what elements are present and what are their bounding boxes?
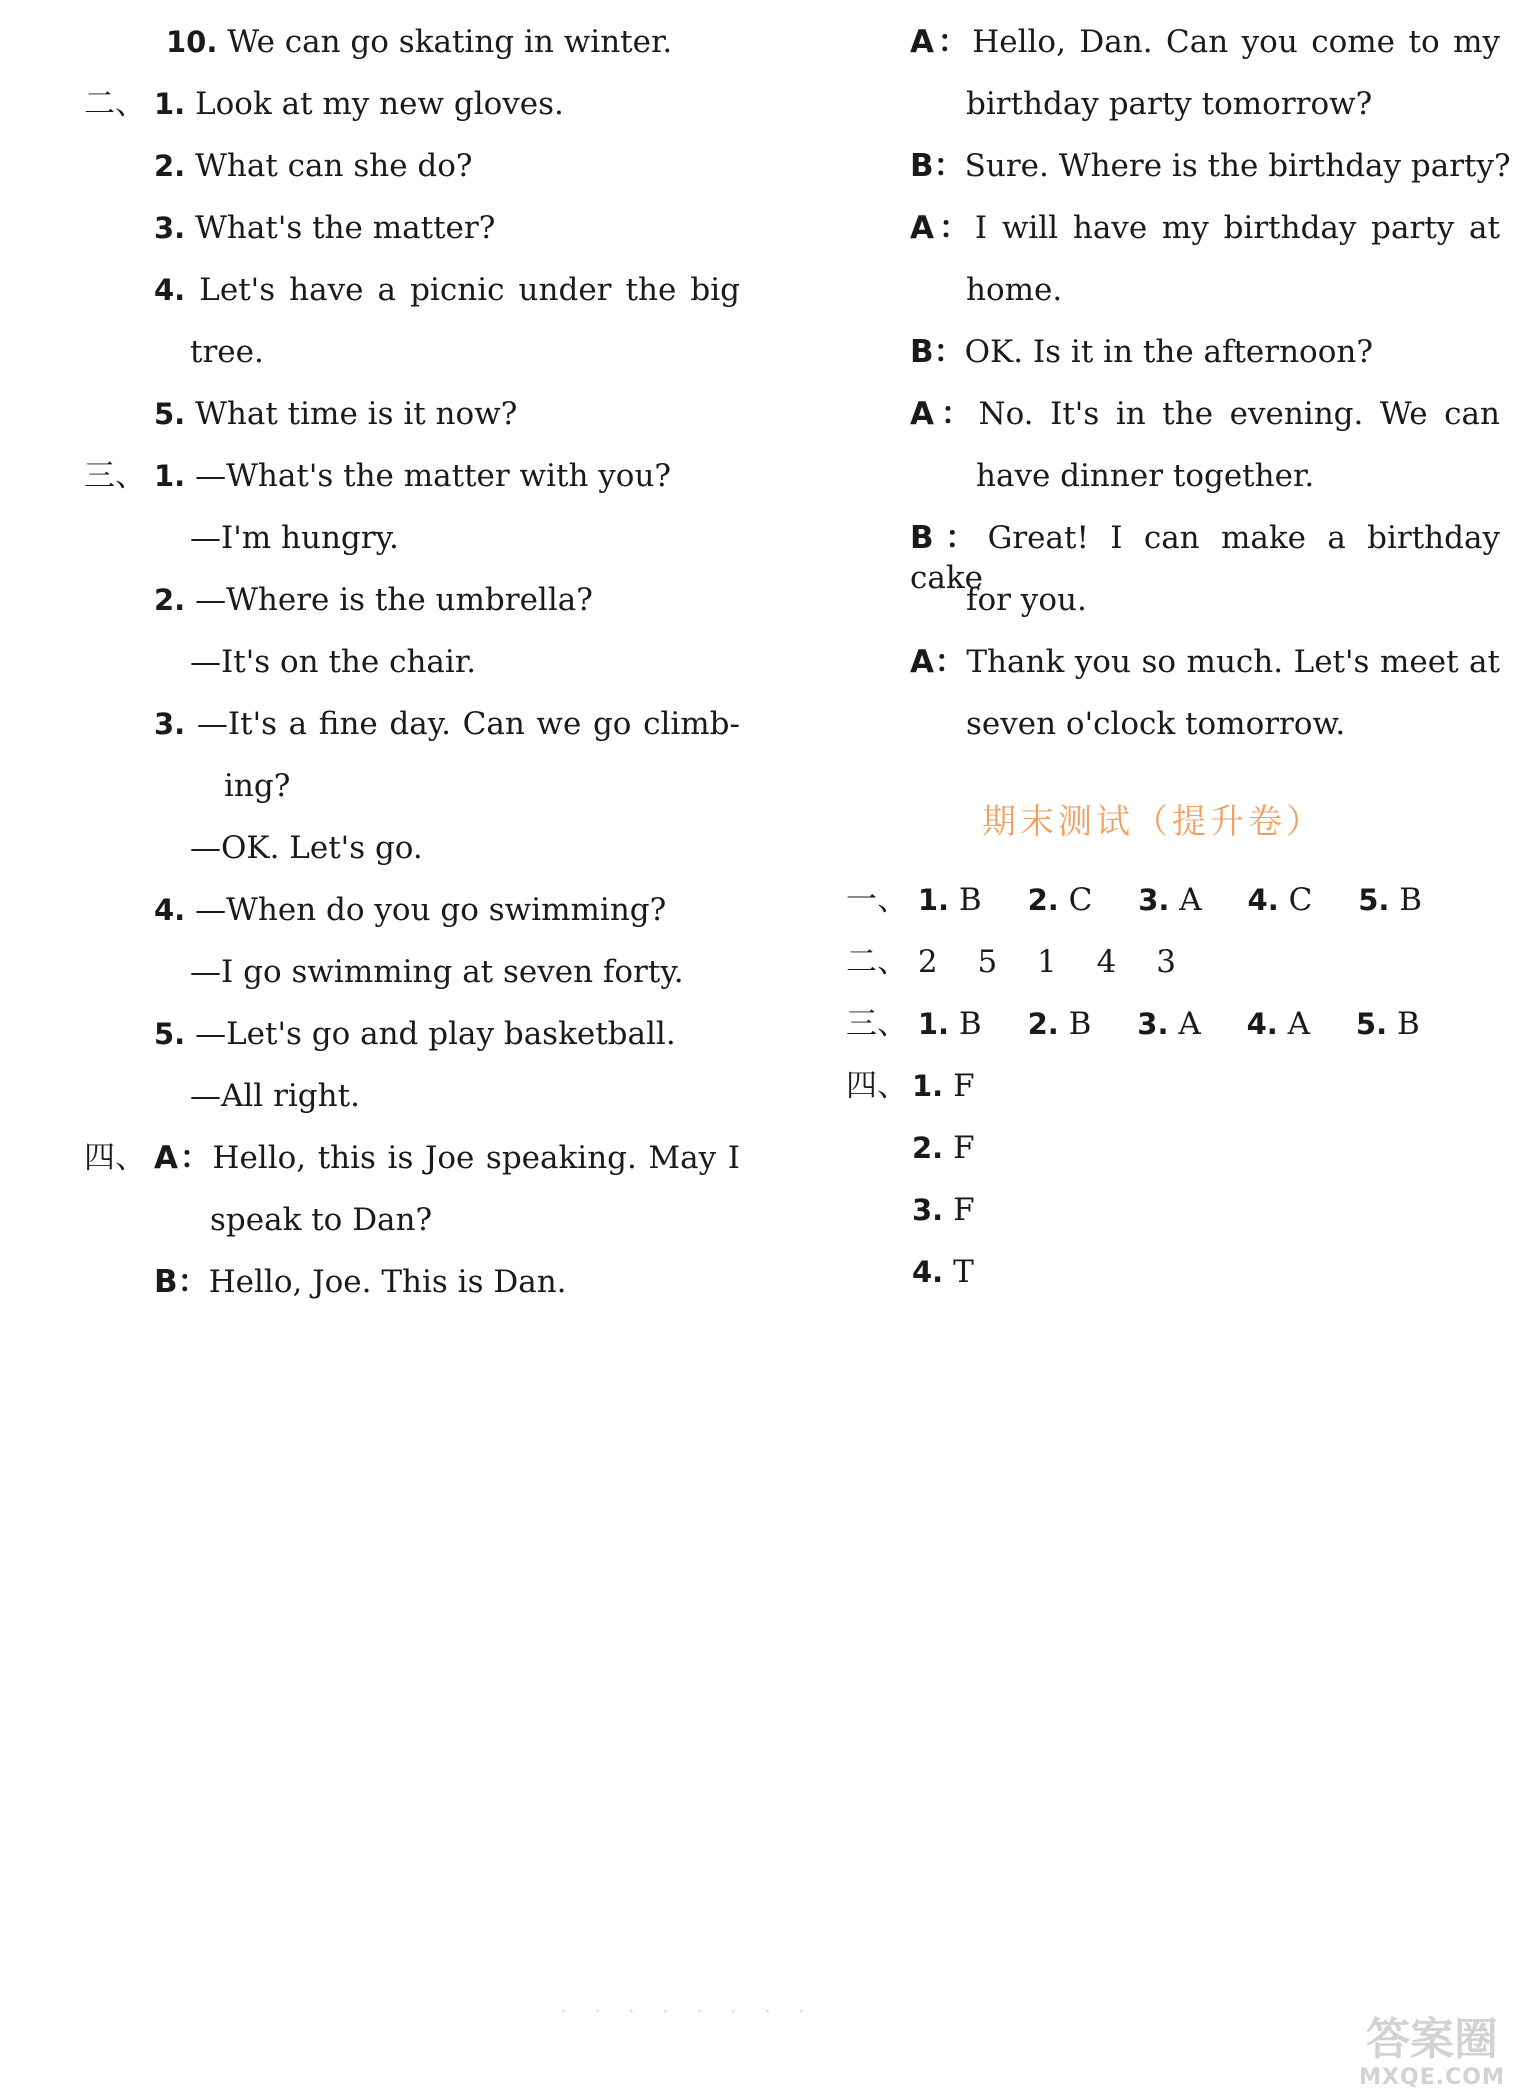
answer-line: 10. We can go skating in winter.: [166, 24, 673, 60]
answer-item: 5. B: [1358, 882, 1423, 918]
dialog-line: A：No. It's in the evening. We can: [910, 396, 1500, 432]
dialog-line: B：Sure. Where is the birthday party?: [910, 148, 1511, 184]
dialog-line-continued: for you.: [966, 582, 1087, 618]
answer-line: 1. Look at my new gloves.: [154, 86, 564, 122]
dialog-line: A：Hello, this is Joe speaking. May I: [154, 1140, 740, 1176]
answer-line: 4. Let's have a picnic under the big: [154, 272, 740, 308]
dialog-line-continued: seven o'clock tomorrow.: [966, 706, 1346, 742]
test-heading: 期末测试（提升卷）: [982, 802, 1324, 842]
dialog-question: 5. —Let's go and play basketball.: [154, 1016, 676, 1052]
answer-item: 4. A: [1246, 1006, 1311, 1042]
answer-item: 3. A: [1138, 882, 1202, 918]
dialog-answer: —It's on the chair.: [190, 644, 477, 680]
section-marker: 四、: [84, 1140, 146, 1176]
dialog-answer: —I go swimming at seven forty.: [190, 954, 684, 990]
answer-line: 2. What can she do?: [154, 148, 473, 184]
answer-item: 1. B: [917, 882, 982, 918]
dialog-line: B：Great! I can make a birthday cake: [910, 520, 1500, 596]
answer-line-continued: tree.: [190, 334, 264, 370]
dialog-line-continued: speak to Dan?: [210, 1202, 433, 1238]
sequence-item: 4: [1096, 944, 1117, 980]
dialog-line: B：OK. Is it in the afternoon?: [910, 334, 1373, 370]
dialog-question: 1. —What's the matter with you?: [154, 458, 672, 494]
watermark-logo: [1342, 2015, 1522, 2090]
dialog-line: A：Hello, Dan. Can you come to my: [910, 24, 1500, 60]
dialog-line: A：Thank you so much. Let's meet at: [910, 644, 1500, 680]
dialog-line: B：Hello, Joe. This is Dan.: [154, 1264, 567, 1300]
sequence-item: 1: [1037, 944, 1057, 980]
section-marker: 二、: [846, 944, 908, 980]
section-marker: 四、: [846, 1068, 908, 1104]
answer-item: 1. F: [912, 1068, 975, 1104]
answer-item: 2. F: [912, 1130, 975, 1166]
sequence-item: 3: [1156, 944, 1176, 980]
dialog-question: 3. —It's a fine day. Can we go climb-: [154, 706, 741, 742]
sequence-item: 2: [917, 944, 938, 980]
answer-item: 2. C: [1027, 882, 1093, 918]
answer-row: [846, 1004, 1456, 1044]
watermark-url: MXQE.COM: [1359, 2065, 1505, 2090]
section-marker: 二、: [84, 86, 146, 122]
section-marker: 一、: [846, 882, 908, 918]
sequence-item: 5: [977, 944, 998, 980]
answer-line: 5. What time is it now?: [154, 396, 518, 432]
answer-item: 4. T: [912, 1254, 974, 1290]
answer-item: 2. B: [1027, 1006, 1092, 1042]
answer-item: 3. F: [912, 1192, 975, 1228]
watermark-text: 答案圈: [1366, 2014, 1498, 2065]
footer-decoration: · · · · · · · ·: [560, 2000, 815, 2025]
answer-line: 3. What's the matter?: [154, 210, 496, 246]
dialog-answer: —All right.: [190, 1078, 360, 1114]
answer-item: 4. C: [1247, 882, 1313, 918]
dialog-question: 4. —When do you go swimming?: [154, 892, 667, 928]
answer-item: 1. B: [917, 1006, 982, 1042]
dialog-line: A：I will have my birthday party at: [910, 210, 1500, 246]
answer-row: [846, 880, 1458, 920]
dialog-line-continued: birthday party tomorrow?: [966, 86, 1373, 122]
dialog-answer: —I'm hungry.: [190, 520, 399, 556]
dialog-question-continued: ing?: [224, 768, 291, 804]
dialog-line-continued: have dinner together.: [976, 458, 1315, 494]
section-marker: 三、: [84, 458, 146, 494]
answer-item: 5. B: [1355, 1006, 1420, 1042]
dialog-line-continued: home.: [966, 272, 1063, 308]
answer-row: [846, 942, 1206, 982]
dialog-answer: —OK. Let's go.: [190, 830, 423, 866]
section-marker: 三、: [846, 1006, 908, 1042]
dialog-question: 2. —Where is the umbrella?: [154, 582, 593, 618]
answer-item: 3. A: [1137, 1006, 1201, 1042]
